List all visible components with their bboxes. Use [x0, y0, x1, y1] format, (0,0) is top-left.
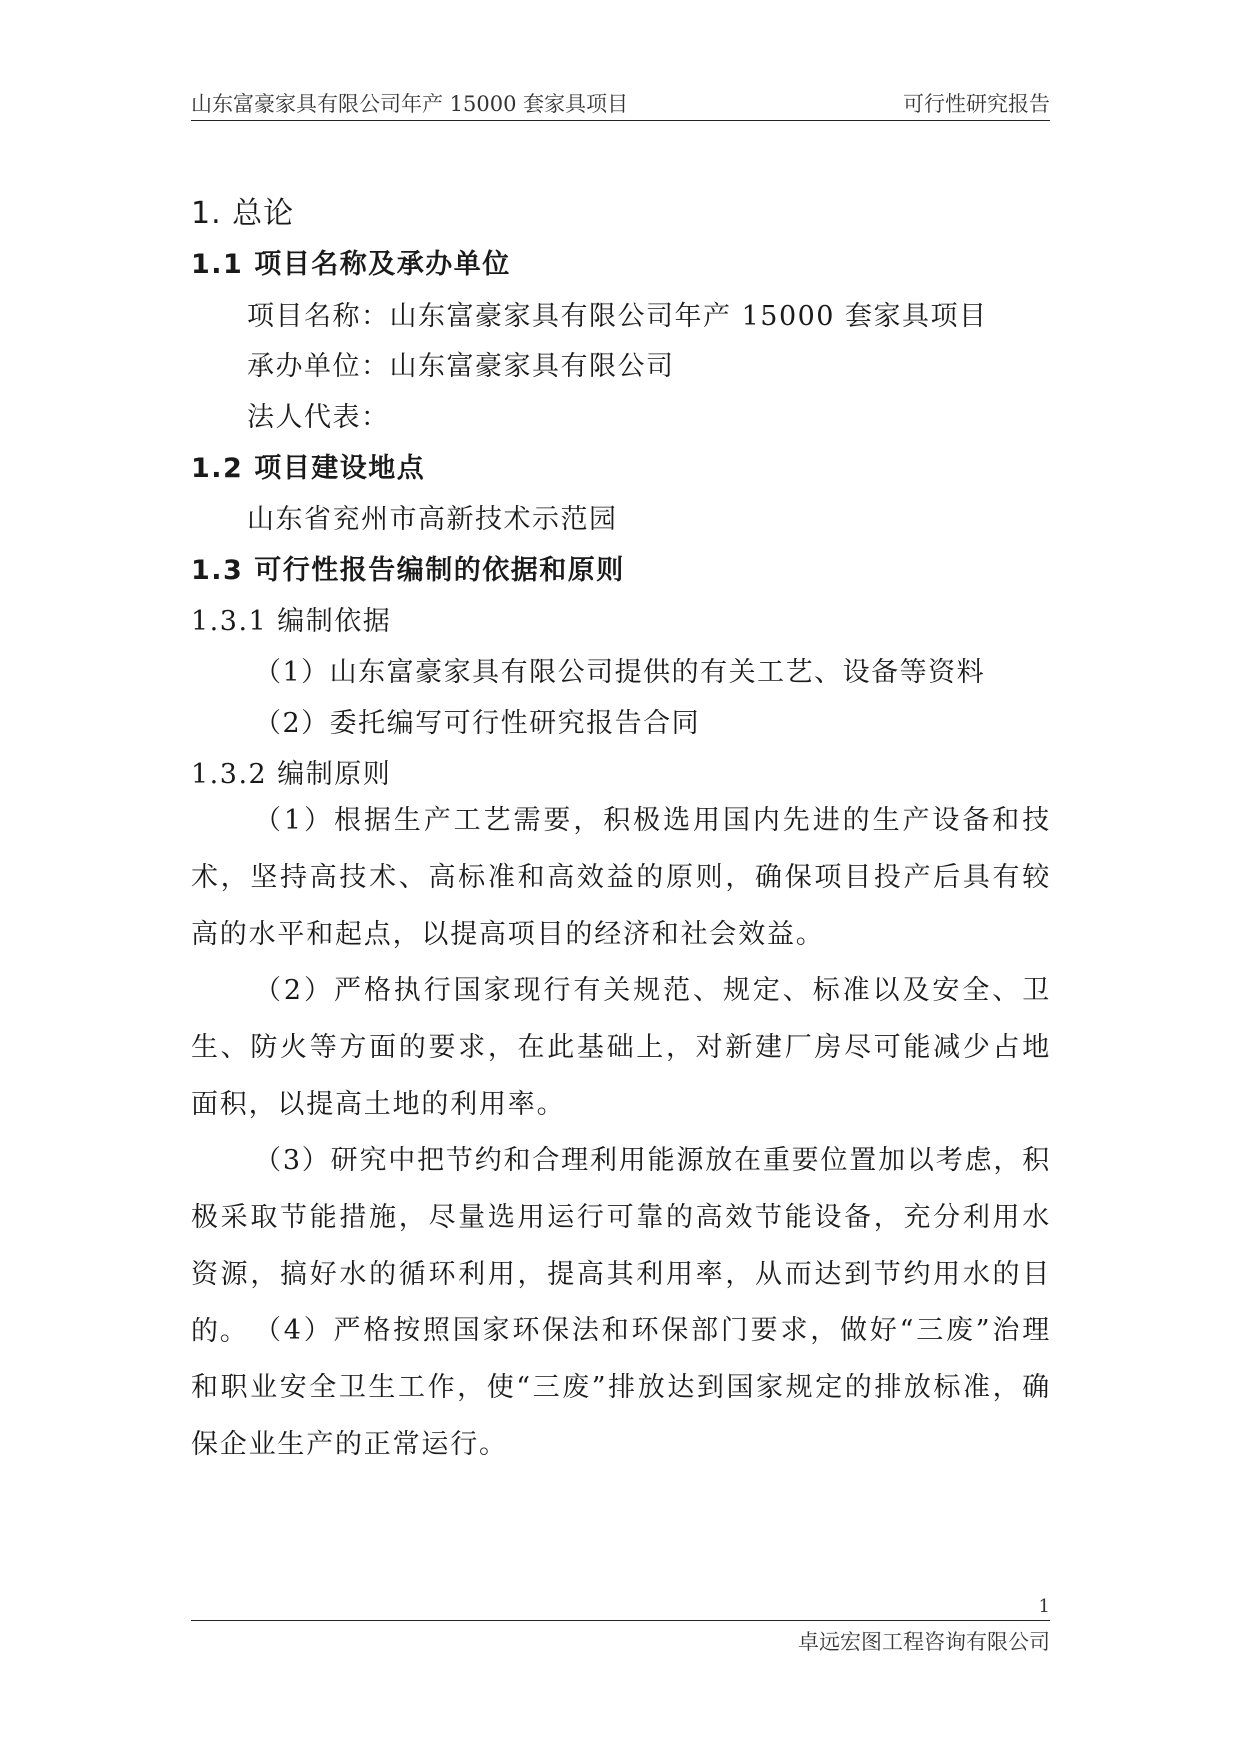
principle-paragraph-4: （4）严格按照国家环保法和环保部门要求，做好“三废”治理和职业安全卫生工作，使“三废”排放达到国家规定的排放标准，确保企业生产的正常运行。	[191, 1315, 1051, 1460]
section-1-3-2-heading: 1.3.2 编制原则	[191, 759, 392, 790]
section-1-heading: 1. 总论	[191, 196, 295, 231]
section-1-3-heading: 1.3 可行性报告编制的依据和原则	[191, 555, 625, 586]
header-project-title: 山东富豪家具有限公司年产 15000 套家具项目	[191, 92, 629, 116]
organizer-line: 承办单位：山东富豪家具有限公司	[247, 351, 675, 382]
page-number: 1	[1038, 1596, 1050, 1617]
section-1-1-heading: 1.1 项目名称及承办单位	[191, 249, 511, 280]
footer-company-name: 卓远宏图工程咨询有限公司	[798, 1630, 1050, 1654]
project-name-line: 项目名称：山东富豪家具有限公司年产 15000 套家具项目	[247, 301, 988, 332]
location-line: 山东省兖州市高新技术示范园	[247, 504, 618, 535]
principle-paragraph-1: （1）根据生产工艺需要，积极选用国内先进的生产设备和技术，坚持高技术、高标准和高效益的原则，确保项目投产后具有较高的水平和起点，以提高项目的经济和社会效益。	[191, 805, 1051, 950]
basis-item-2: （2）委托编写可行性研究报告合同	[254, 708, 701, 739]
footer-divider	[191, 1620, 1050, 1621]
section-1-3-1-heading: 1.3.1 编制依据	[191, 606, 392, 637]
principle-paragraph-2: （2）严格执行国家现行有关规范、规定、标准以及安全、卫生、防火等方面的要求，在此基础上，对新建厂房尽可能减少占地面积，以提高土地的利用率。	[191, 975, 1051, 1120]
basis-item-1: （1）山东富豪家具有限公司提供的有关工艺、设备等资料	[254, 657, 986, 688]
legal-representative-line: 法人代表：	[247, 402, 390, 433]
page-header	[191, 88, 1050, 121]
section-1-2-heading: 1.2 项目建设地点	[191, 453, 426, 484]
header-report-type: 可行性研究报告	[903, 92, 1050, 116]
principle-paragraph-3: （3）研究中把节约和合理利用能源放在重要位置加以考虑，积极采取节能措施，尽量选用运行可靠的高效节能设备，充分利用水资源，搞好水的循环利用，提高其利用率，从而达到节约用水的目的。	[191, 1145, 1051, 1347]
